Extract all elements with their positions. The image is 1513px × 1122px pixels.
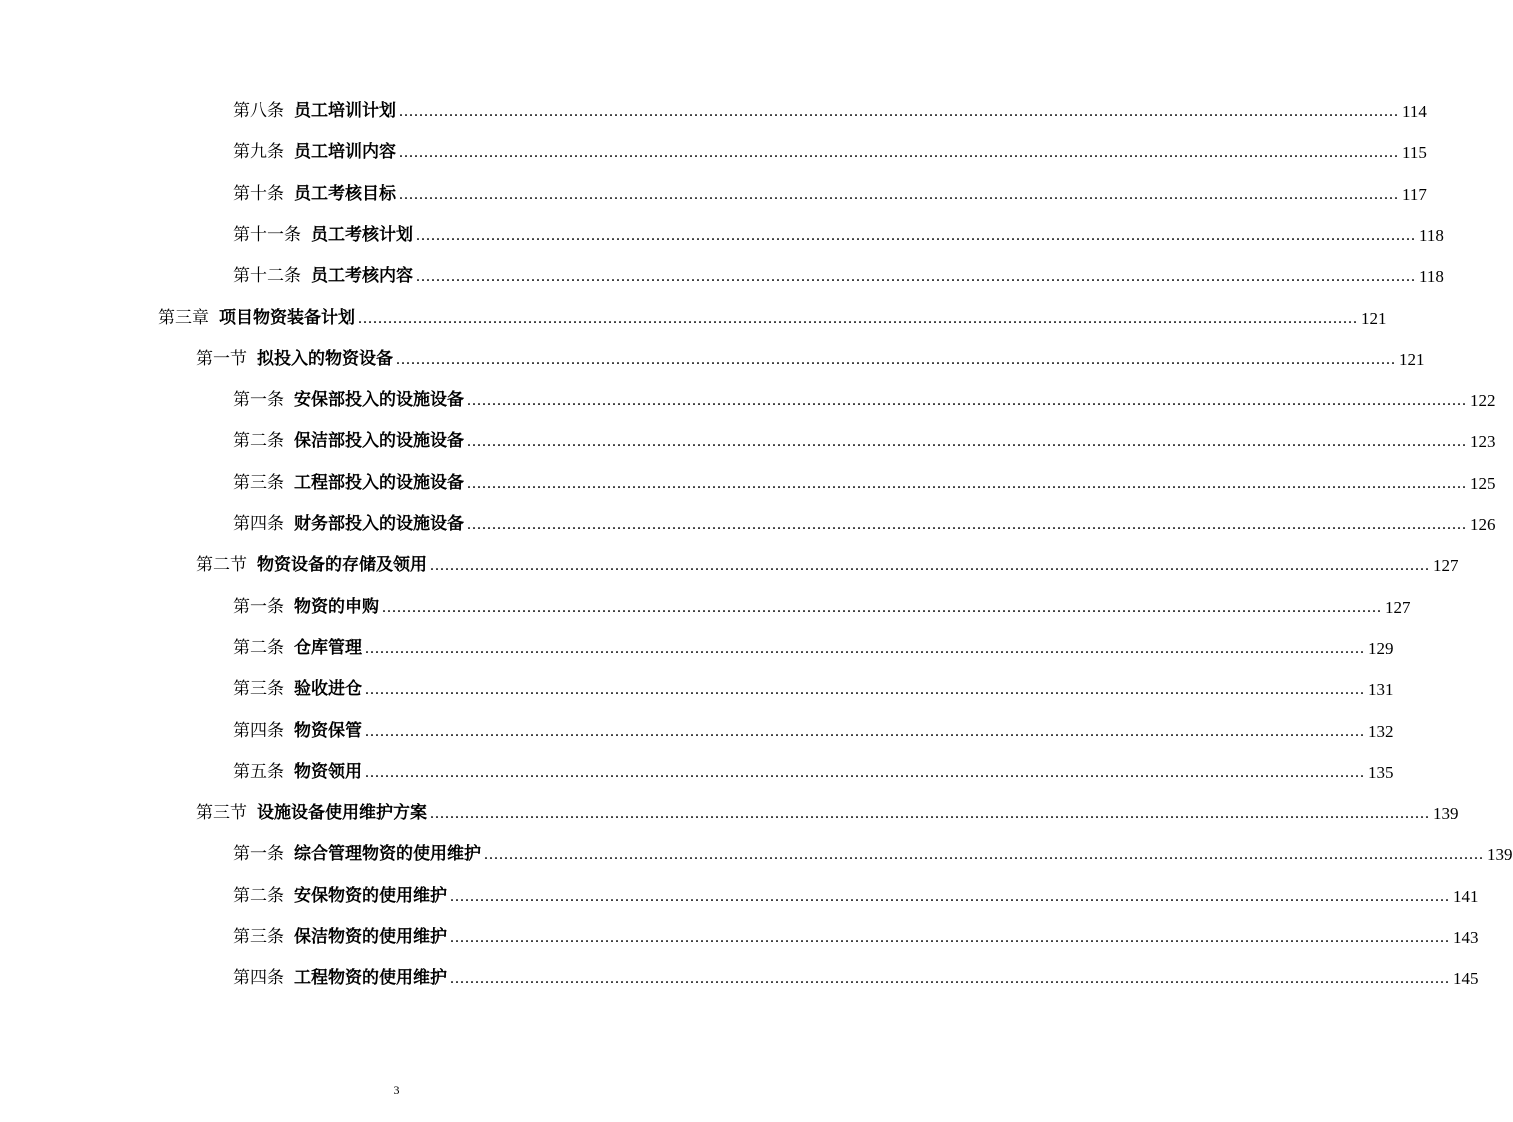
toc-entry-title: 工程部投入的设施设备 [294,472,464,493]
toc-entry-page-number: 118 [1419,267,1444,287]
toc-entry-number: 第十条 [233,183,284,204]
toc-entry-page-number: 139 [1487,845,1513,865]
toc-entry[interactable] [233,131,1427,163]
toc-entry-page-number: 143 [1453,928,1479,947]
toc-entry-title: 项目物资装备计划 [219,307,355,328]
toc-dot-leader: ........................................................................................................................................................................................................ [450,929,1450,946]
toc-entry-title: 安保部投入的设施设备 [294,390,464,411]
toc-entry[interactable] [233,916,1479,947]
toc-entry[interactable] [233,751,1394,782]
toc-entry-number: 第十一条 [233,224,301,245]
toc-entry-number: 第二条 [233,431,284,452]
toc-dot-leader: ........................................................................................................................................................................................................ [467,516,1467,533]
toc-entry-page-number: 127 [1433,556,1459,576]
toc-dot-leader: ........................................................................................................................................................................................................ [450,970,1450,988]
toc-entry-number: 第三节 [196,803,247,824]
toc-entry[interactable] [233,255,1444,287]
toc-entry-title: 工程物资的使用维护 [294,968,447,989]
toc-dot-leader: ........................................................................................................................................................................................................ [450,887,1450,905]
toc-entry-number: 第二条 [233,637,284,658]
toc-entry-title: 员工培训计划 [294,101,396,121]
toc-entry-title: 物资设备的存储及领用 [257,555,427,576]
toc-entry-number: 第一条 [233,390,284,411]
toc-dot-leader: ........................................................................................................................................................................................................ [430,805,1430,823]
toc-entry[interactable] [233,586,1411,617]
toc-entry[interactable] [233,379,1496,411]
toc-entry-page-number: 139 [1433,804,1459,824]
toc-entry-page-number: 126 [1470,515,1496,534]
toc-entry-number: 第四条 [233,968,284,989]
toc-entry-title: 员工培训内容 [294,142,396,163]
toc-entry[interactable] [233,214,1444,245]
toc-entry[interactable] [233,833,1513,865]
toc-entry-number: 第三条 [233,679,284,700]
toc-entry-page-number: 135 [1368,762,1394,782]
toc-entry-title: 物资保管 [294,720,362,741]
toc-entry-number: 第九条 [233,142,284,163]
toc-dot-leader: ........................................................................................................................................................................................................ [365,722,1365,740]
toc-entry[interactable] [233,462,1496,493]
toc-dot-leader: ........................................................................................................................................................................................................ [399,185,1399,203]
toc-entry-title: 安保物资的使用维护 [294,885,447,906]
footer-page-number: 3 [393,1083,400,1097]
toc-entry-number: 第二节 [196,555,247,576]
toc-entry-page-number: 121 [1399,349,1425,369]
toc-entry[interactable] [233,503,1496,534]
toc-dot-leader: ........................................................................................................................................................................................................ [467,433,1467,451]
toc-entry[interactable] [233,420,1496,452]
toc-dot-leader: ........................................................................................................................................................................................................ [365,763,1365,781]
toc-dot-leader: ........................................................................................................................................................................................................ [467,392,1467,410]
toc-entry-title: 保洁部投入的设施设备 [294,431,464,452]
toc-entry-number: 第四条 [233,514,284,534]
toc-entry-page-number: 127 [1385,597,1411,617]
toc-entry[interactable] [233,710,1394,741]
toc-entry-page-number: 121 [1361,308,1387,328]
toc-dot-leader: ........................................................................................................................................................................................................ [399,103,1399,120]
toc-entry-title: 财务部投入的设施设备 [294,514,464,534]
toc-dot-leader: ........................................................................................................................................................................................................ [365,681,1365,699]
toc-entry-title: 员工考核目标 [294,183,396,204]
toc-dot-leader: ........................................................................................................................................................................................................ [396,350,1396,368]
toc-entry-title: 员工考核计划 [311,224,413,245]
toc-entry-page-number: 132 [1368,721,1394,741]
toc-entry-number: 第五条 [233,761,284,782]
toc-entry-number: 第三条 [233,927,284,947]
toc-entry-title: 保洁物资的使用维护 [294,927,447,947]
toc-entry[interactable] [233,875,1479,906]
toc-dot-leader: ........................................................................................................................................................................................................ [365,639,1365,657]
toc-entry[interactable] [233,957,1479,989]
toc-entry-number: 第二条 [233,885,284,906]
toc-entry-page-number: 125 [1470,473,1496,493]
toc-entry-number: 第一条 [233,596,284,617]
toc-entry-title: 员工考核内容 [311,266,413,287]
toc-entry-page-number: 118 [1419,225,1444,245]
toc-entry-number: 第十二条 [233,266,301,287]
toc-entry-page-number: 129 [1368,638,1394,658]
toc-entry-number: 第四条 [233,720,284,741]
toc-entry-title: 设施设备使用维护方案 [257,803,427,824]
toc-entry-title: 物资领用 [294,761,362,782]
toc-entry-title: 综合管理物资的使用维护 [294,844,481,865]
toc-entry-title: 物资的申购 [294,596,379,617]
toc-entry[interactable] [196,792,1459,824]
toc-entry-page-number: 123 [1470,432,1496,452]
toc-entry-page-number: 131 [1368,680,1394,700]
toc-entry-page-number: 117 [1402,184,1427,204]
toc-entry-number: 第八条 [233,101,284,121]
toc-entry-number: 第三章 [158,307,209,328]
toc-entry-number: 第三条 [233,472,284,493]
toc-dot-leader: ........................................................................................................................................................................................................ [467,474,1467,492]
toc-dot-leader: ........................................................................................................................................................................................................ [399,144,1399,162]
toc-entry[interactable] [196,338,1425,369]
toc-dot-leader: ........................................................................................................................................................................................................ [416,226,1416,244]
toc-entry-page-number: 141 [1453,886,1479,906]
toc-entry[interactable] [233,173,1427,204]
toc-entry[interactable] [158,297,1387,328]
toc-entry-page-number: 114 [1402,102,1427,121]
toc-dot-leader: ........................................................................................................................................................................................................ [484,846,1484,864]
toc-entry-title: 验收进仓 [294,679,362,700]
toc-entry-page-number: 115 [1402,143,1427,163]
toc-entry-page-number: 145 [1453,969,1479,989]
toc-entry[interactable] [233,668,1394,700]
toc-entry-title: 拟投入的物资设备 [257,348,393,369]
toc-entry[interactable] [233,627,1394,658]
toc-entry-number: 第一条 [233,844,284,865]
toc-entry-title: 仓库管理 [294,637,362,658]
toc-dot-leader: ........................................................................................................................................................................................................ [430,557,1430,575]
toc-dot-leader: ........................................................................................................................................................................................................ [358,309,1358,327]
toc-entry[interactable] [196,544,1459,576]
toc-dot-leader: ........................................................................................................................................................................................................ [416,268,1416,286]
toc-entry-number: 第一节 [196,348,247,369]
toc-entry-page-number: 122 [1470,391,1496,411]
toc-dot-leader: ........................................................................................................................................................................................................ [382,598,1382,616]
toc-entry[interactable] [233,90,1427,121]
